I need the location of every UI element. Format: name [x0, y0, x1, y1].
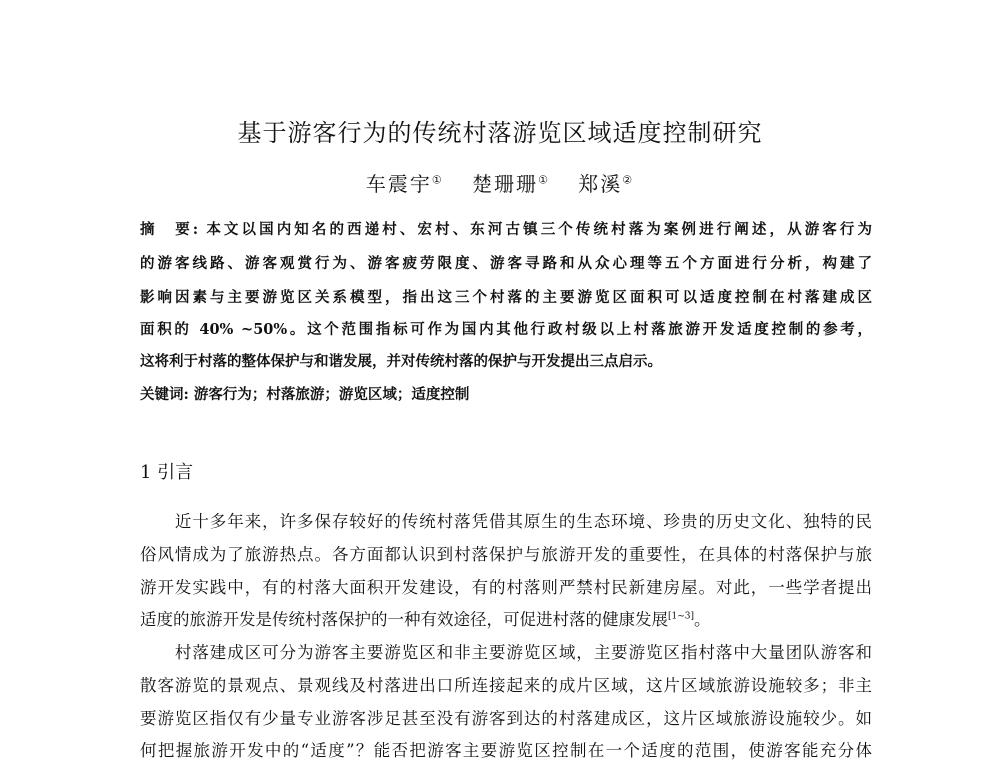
abstract-line: 这将利于村落的整体保护与和谐发展，并对传统村落的保护与开发提出三点启示。 — [140, 353, 662, 370]
affiliation-mark: ① — [431, 173, 444, 187]
author-name: 楚珊珊 — [472, 172, 539, 196]
section-heading: 1 引言 — [140, 462, 194, 483]
keywords-text: 游客行为；村落旅游；游览区域；适度控制 — [193, 386, 470, 403]
paragraph-line: 要游览区指仅有少量专业游客涉足甚至没有游客到达的村落建成区，这片区域旅游设施较少。如 — [140, 709, 872, 728]
author — [366, 172, 444, 196]
author — [578, 172, 634, 196]
affiliation-mark: ② — [622, 173, 635, 187]
abstract-text: 本文以国内知名的西递村、宏村、东河古镇三个传统村落为案例进行阐述，从游客行为 — [206, 221, 872, 238]
keywords-label: 关键词: — [140, 386, 189, 403]
author-name: 车震宇 — [365, 172, 432, 196]
paragraph-line: 何把握旅游开发中的“适度”？能否把游客主要游览区控制在一个适度的范围，使游客能充分体 — [140, 741, 872, 760]
paragraph-line: 俗风情成为了旅游热点。各方面都认识到村落保护与旅游开发的重要性，在具体的村落保护与旅 — [140, 545, 872, 564]
abstract-line: 的游客线路、游客观赏行为、游客疲劳限度、游客寻路和从众心理等五个方面进行分析，构建了 — [140, 255, 872, 272]
citation: [1~3] — [668, 611, 695, 622]
paragraph-text: 适度的旅游开发是传统村落保护的一种有效途径，可促进村落的健康发展 — [140, 610, 668, 629]
paragraph-line: 村落建成区可分为游客主要游览区和非主要游览区域，主要游览区指村落中大量团队游客和 — [140, 643, 872, 662]
affiliation-mark: ① — [538, 173, 550, 187]
author-list — [0, 168, 1000, 197]
abstract-label: 摘 要: — [140, 221, 199, 238]
paragraph-line: 游开发实践中，有的村落大面积开发建设，有的村落则严禁村民新建房屋。对此，一些学者提出 — [140, 578, 872, 597]
paper-title: 基于游客行为的传统村落游览区域适度控制研究 — [237, 119, 763, 147]
paragraph-line — [140, 606, 872, 630]
abstract-line — [140, 218, 872, 239]
author-name: 郑溪 — [578, 172, 623, 196]
paragraph-text: 。 — [694, 610, 711, 629]
paragraph-line: 近十多年来，许多保存较好的传统村落凭借其原生的生态环境、珍贵的历史文化、独特的民 — [140, 512, 872, 531]
keywords — [140, 383, 872, 404]
abstract-line: 面积的 40% ~50%。这个范围指标可作为国内其他行政村级以上村落旅游开发适度控制的参考， — [140, 321, 872, 338]
abstract-line: 影响因素与主要游览区关系模型，指出这三个村落的主要游览区面积可以适度控制在村落建成区 — [140, 289, 872, 306]
author — [472, 172, 550, 196]
paragraph-line: 散客游览的景观点、景观线及村落进出口所连接起来的成片区域，这片区域旅游设施较多；非主 — [140, 676, 872, 695]
